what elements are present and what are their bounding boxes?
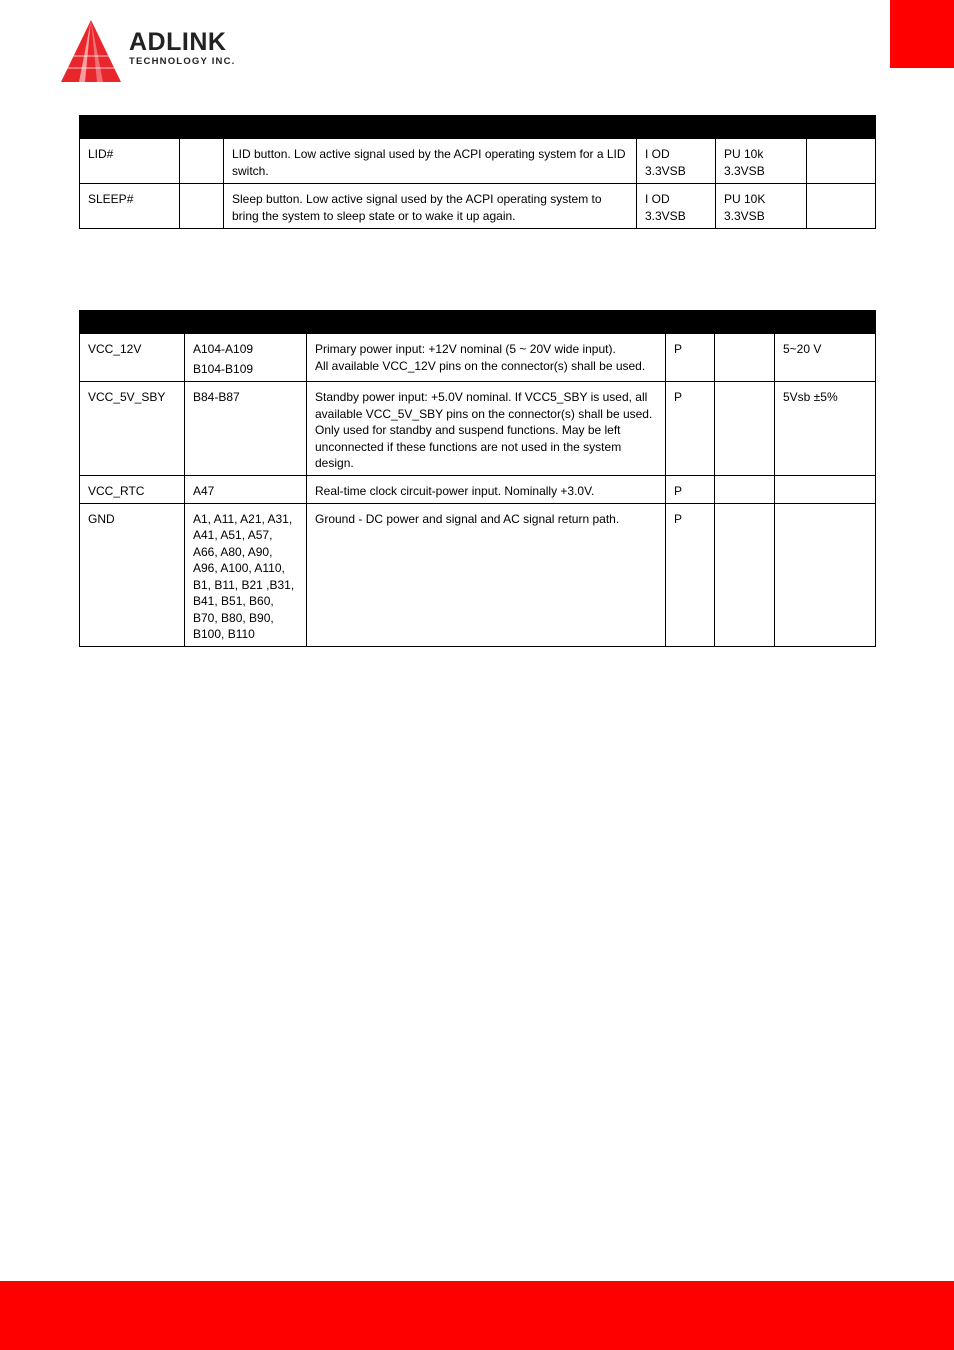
note-cell [775,475,876,503]
pins-cell [185,503,307,646]
description-cell: Sleep button. Low active signal used by the ACPI operating system to bring the system to sleep state or to wake it up again. [224,184,637,229]
pull-up-cell [715,503,775,646]
table-row [80,334,876,382]
signal-name-cell: VCC_12V [80,334,185,382]
io-type-cell: I OD 3.3VSB [637,139,716,184]
pin-list-entry: A1, A11, A21, A31, A41, A51, A57, A66, A80, A90, A96, A100, A110, B1, B11, B21 ,B31, B41, B51, B60, B70, B80, B90, B100, B110 [193,511,295,641]
table-row [80,503,876,646]
signal-name-cell: GND [80,503,185,646]
pin-list-entry: B84-B87 [193,390,240,404]
table-row [80,184,876,229]
description-cell: Standby power input: +5.0V nominal. If VCC5_SBY is used, all available VCC_5V_SBY pins on the connector(s) shall be used. Only used for standby and suspend functions. May be left unconnected if these functions are not used in the system design. [307,382,666,476]
note-cell [807,184,876,229]
io-type-cell: P [666,382,715,476]
signal-name-cell: LID# [80,139,180,184]
pins-cell [185,475,307,503]
footer-bar [0,1281,954,1350]
table-row [80,382,876,476]
pin-list-entry: A104-A109 [193,342,254,356]
signal-name-cell: VCC_5V_SBY [80,382,185,476]
pin-cell [180,184,224,229]
table-header-row [80,311,876,334]
signal-name-cell: VCC_RTC [80,475,185,503]
pins-cell [185,334,307,382]
description-cell: Ground - DC power and signal and AC signal return path. [307,503,666,646]
pull-up-cell: PU 10K 3.3VSB [716,184,807,229]
note-cell: 5~20 V [775,334,876,382]
pin-list-entry: A47 [193,483,215,498]
pull-up-cell [715,334,775,382]
pull-up-cell: PU 10k 3.3VSB [716,139,807,184]
logo-wordmark: ADLINK [129,28,227,56]
table-row [80,139,876,184]
pull-up-cell [715,382,775,476]
description-cell: Primary power input: +12V nominal (5 ~ 20V wide input). All available VCC_12V pins on the connector(s) shall be used. [307,334,666,382]
signal-name-cell: SLEEP# [80,184,180,229]
power-table [79,310,876,647]
note-cell [775,503,876,646]
table-header-row [80,116,876,139]
io-type-cell: P [666,475,715,503]
description-cell: Real-time clock circuit-power input. Nominally +3.0V. [307,475,666,503]
pin-cell [180,139,224,184]
pin-list-entry: B104-B109 [193,361,254,376]
corner-tab [890,0,954,68]
logo-tagline: TECHNOLOGY INC. [129,56,236,67]
io-type-cell: I OD 3.3VSB [637,184,716,229]
io-type-cell: P [666,503,715,646]
adlink-triangle-icon [57,18,127,88]
pins-cell [185,382,307,476]
table-row [80,475,876,503]
io-type-cell: P [666,334,715,382]
note-cell [807,139,876,184]
note-cell: 5Vsb ±5% [775,382,876,476]
signal-table-misc [79,115,876,229]
description-cell: LID button. Low active signal used by the ACPI operating system for a LID switch. [224,139,637,184]
pull-up-cell [715,475,775,503]
